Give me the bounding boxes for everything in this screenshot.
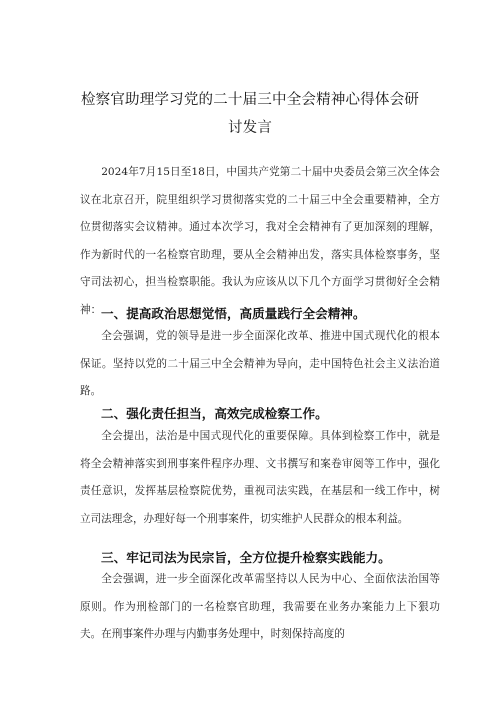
intro-paragraph: 2024年7月15日至18日，中国共产党第二十届中央委员会第三次全体会议在北京召开，院里组织学习贯彻落实党的二十届三中全会重要精神，全方位贯彻落实会议精神。通过本次学习，我对全会精神有了更加深刻的理解，作为新时代的一名检察官助理，要从全会精神出发，落实具体检察事务，坚守司法初心，担当检察职能。我认为应该从以下几个方面学习贯彻好全会精神： bbox=[80, 166, 440, 316]
section-3-body: 全会强调，进一步全面深化改革需坚持以人民为中心、全面依法治国等原则。作为刑检部门的一名检察官助理，我需要在业务办案能力上下狠功夫。在刑事案件办理与内勤事务处理中，时刻保持高度的 bbox=[80, 573, 440, 641]
section-2-body: 全会提出，法治是中国式现代化的重要保障。具体到检察工作中，就是将全会精神落实到刑事案件程序办理、文书撰写和案卷审阅等工作中，强化责任意识，发挥基层检察院优势，重视司法实践，在基层和一线工作中，树立司法理念，办理好每一个刑事案件，切实维护人民群众的根本利益。 bbox=[80, 430, 440, 525]
document-title-line-1: 检察官助理学习党的二十届三中全会精神心得体会研 bbox=[80, 92, 420, 108]
section-2-heading: 二、强化责任担当，高效完成检察工作。 bbox=[101, 406, 328, 421]
section-1-heading: 一、提高政治思想觉悟，高质量践行全会精神。 bbox=[101, 306, 366, 321]
section-1-body: 全会强调，党的领导是进一步全面深化改革、推进中国式现代化的根本保证。坚持以党的二十届三中全会精神为导向，走中国特色社会主义法治道路。 bbox=[80, 330, 440, 398]
document-title-line-2: 讨发言 bbox=[227, 120, 273, 136]
section-3-heading: 三、牢记司法为民宗旨，全方位提升检察实践能力。 bbox=[101, 550, 391, 565]
